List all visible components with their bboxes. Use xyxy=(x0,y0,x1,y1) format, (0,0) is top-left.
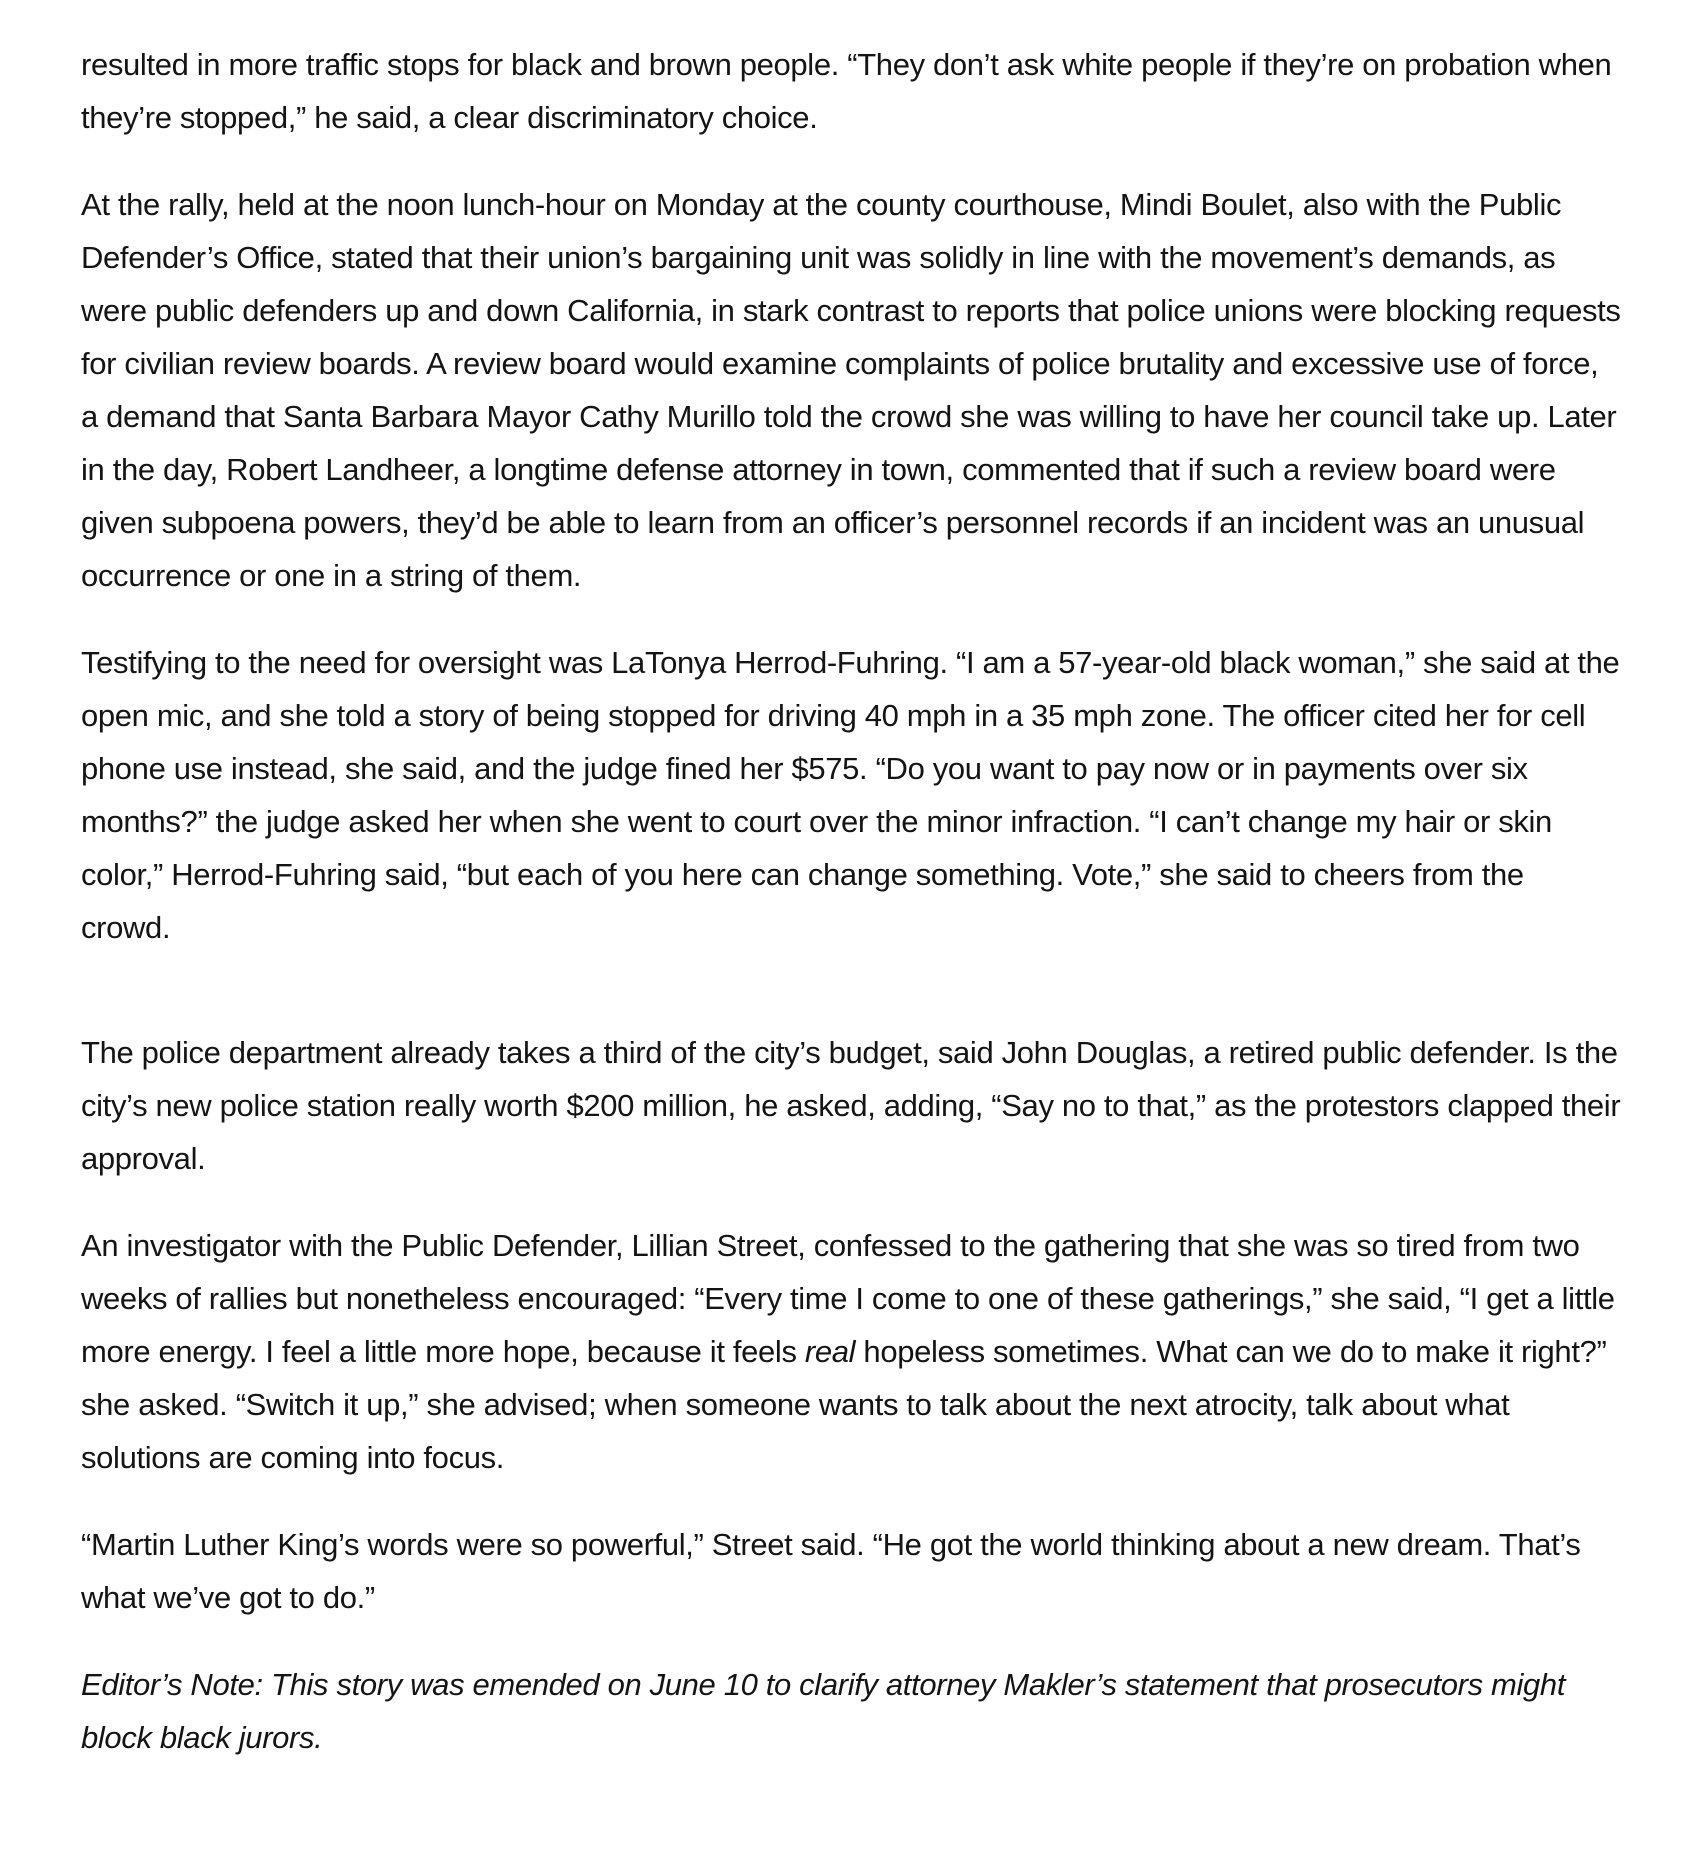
paragraph-5-text-start: An investigator with the Public Defender, Lillian Street, confessed to the gathering that she was so tired from two weeks of rallies but nonetheless encouraged: “Every time I come to one of these gatherings,” she said, “I get a little more energy. I feel a little more hope, because it feels xyxy=(81,1228,1615,1369)
editors-note: Editor’s Note: This story was emended on June 10 to clarify attorney Makler’s statement that prosecutors might block black jurors. xyxy=(81,1667,1566,1755)
paragraph-5-emphasis: real xyxy=(804,1334,856,1369)
paragraph-3: Testifying to the need for oversight was LaTonya Herrod-Fuhring. “I am a 57-year-old black woman,” she said at the open mic, and she told a story of being stopped for driving 40 mph in a 35 mph zone. The officer cited her for cell phone use instead, she said, and the judge fined her $575. “Do you want to pay now or in payments over six months?” the judge asked her when she went to court over the minor infraction. “I can’t change my hair or skin color,” Herrod-Fuhring said, “but each of you here can change something. Vote,” she said to cheers from the crowd. xyxy=(81,645,1620,945)
paragraph-4: The police department already takes a third of the city’s budget, said John Douglas, a retired public defender. Is the city’s new police station really worth $200 million, he asked, adding, “Say no to that,” as the protestors clapped their approval. xyxy=(81,1035,1621,1176)
article-body xyxy=(81,38,1621,1798)
paragraph-6: “Martin Luther King’s words were so powerful,” Street said. “He got the world thinking about a new dream. That’s what we’ve got to do.” xyxy=(81,1527,1581,1615)
paragraph-2: At the rally, held at the noon lunch-hour on Monday at the county courthouse, Mindi Boulet, also with the Public Defender’s Office, stated that their union’s bargaining unit was solidly in line with the movement’s demands, as were public defenders up and down California, in stark contrast to reports that police unions were blocking requests for civilian review boards. A review board would examine complaints of police brutality and excessive use of force, a demand that Santa Barbara Mayor Cathy Murillo told the crowd she was willing to have her council take up. Later in the day, Robert Landheer, a longtime defense attorney in town, commented that if such a review board were given subpoena powers, they’d be able to learn from an officer’s personnel records if an incident was an unusual occurrence or one in a string of them. xyxy=(81,187,1621,593)
paragraph-5 xyxy=(81,1219,1621,1484)
paragraph-1: resulted in more traffic stops for black and brown people. “They don’t ask white people if they’re on probation when they’re stopped,” he said, a clear discriminatory choice. xyxy=(81,47,1612,135)
paragraph-5-text-end: hopeless sometimes. What can we do to make it right?” she asked. “Switch it up,” she advised; when someone wants to talk about the next atrocity, talk about what solutions are coming into focus. xyxy=(81,1334,1607,1475)
